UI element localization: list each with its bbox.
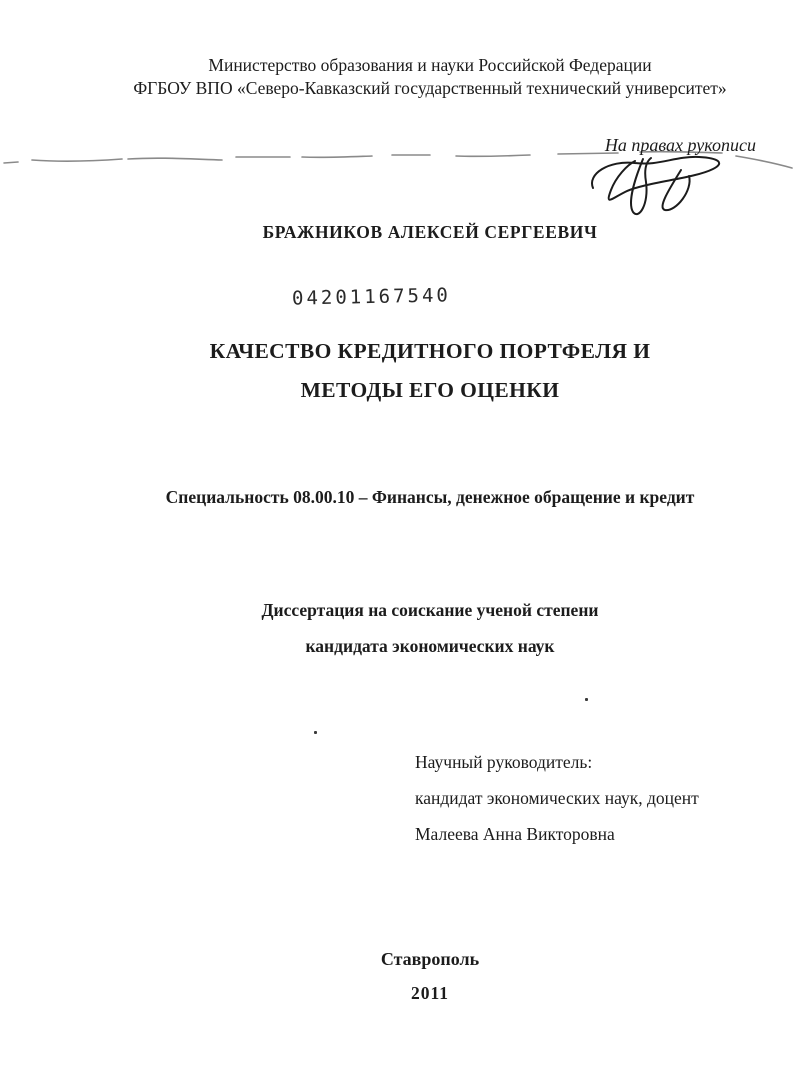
thesis-line1: Диссертация на соискание ученой степени <box>261 600 599 620</box>
title-line2: МЕТОДЫ ЕГО ОЦЕНКИ <box>300 378 560 402</box>
specialty-line: Специальность 08.00.10 – Финансы, денежное обращение и кредит <box>165 487 695 507</box>
registration-stamp-number: 04201167540 <box>291 284 452 310</box>
thesis-line2: кандидата экономических наук <box>305 636 555 656</box>
city: Ставрополь <box>380 949 480 969</box>
supervisor-label: Научный руководитель: <box>415 752 593 772</box>
supervisor-degree: кандидат экономических наук, доцент <box>415 788 699 808</box>
supervisor-block <box>415 744 699 852</box>
scan-speck <box>314 731 317 734</box>
ministry-header-line1: Министерство образования и науки Российской Федерации <box>208 55 652 75</box>
dissertation-title <box>64 332 796 410</box>
supervisor-name: Малеева Анна Викторовна <box>415 824 615 844</box>
author-name: БРАЖНИКОВ АЛЕКСЕЙ СЕРГЕЕВИЧ <box>262 222 598 242</box>
signature-icon <box>583 148 735 220</box>
title-line1: КАЧЕСТВО КРЕДИТНОГО ПОРТФЕЛЯ И <box>209 339 651 363</box>
scan-speck <box>585 698 588 701</box>
year: 2011 <box>410 983 450 1003</box>
thesis-type-block <box>64 592 796 664</box>
university-header-line2: ФГБОУ ВПО «Северо-Кавказский государственный технический университет» <box>133 78 727 98</box>
manuscript-rights-note: На правах рукописи <box>604 135 756 155</box>
